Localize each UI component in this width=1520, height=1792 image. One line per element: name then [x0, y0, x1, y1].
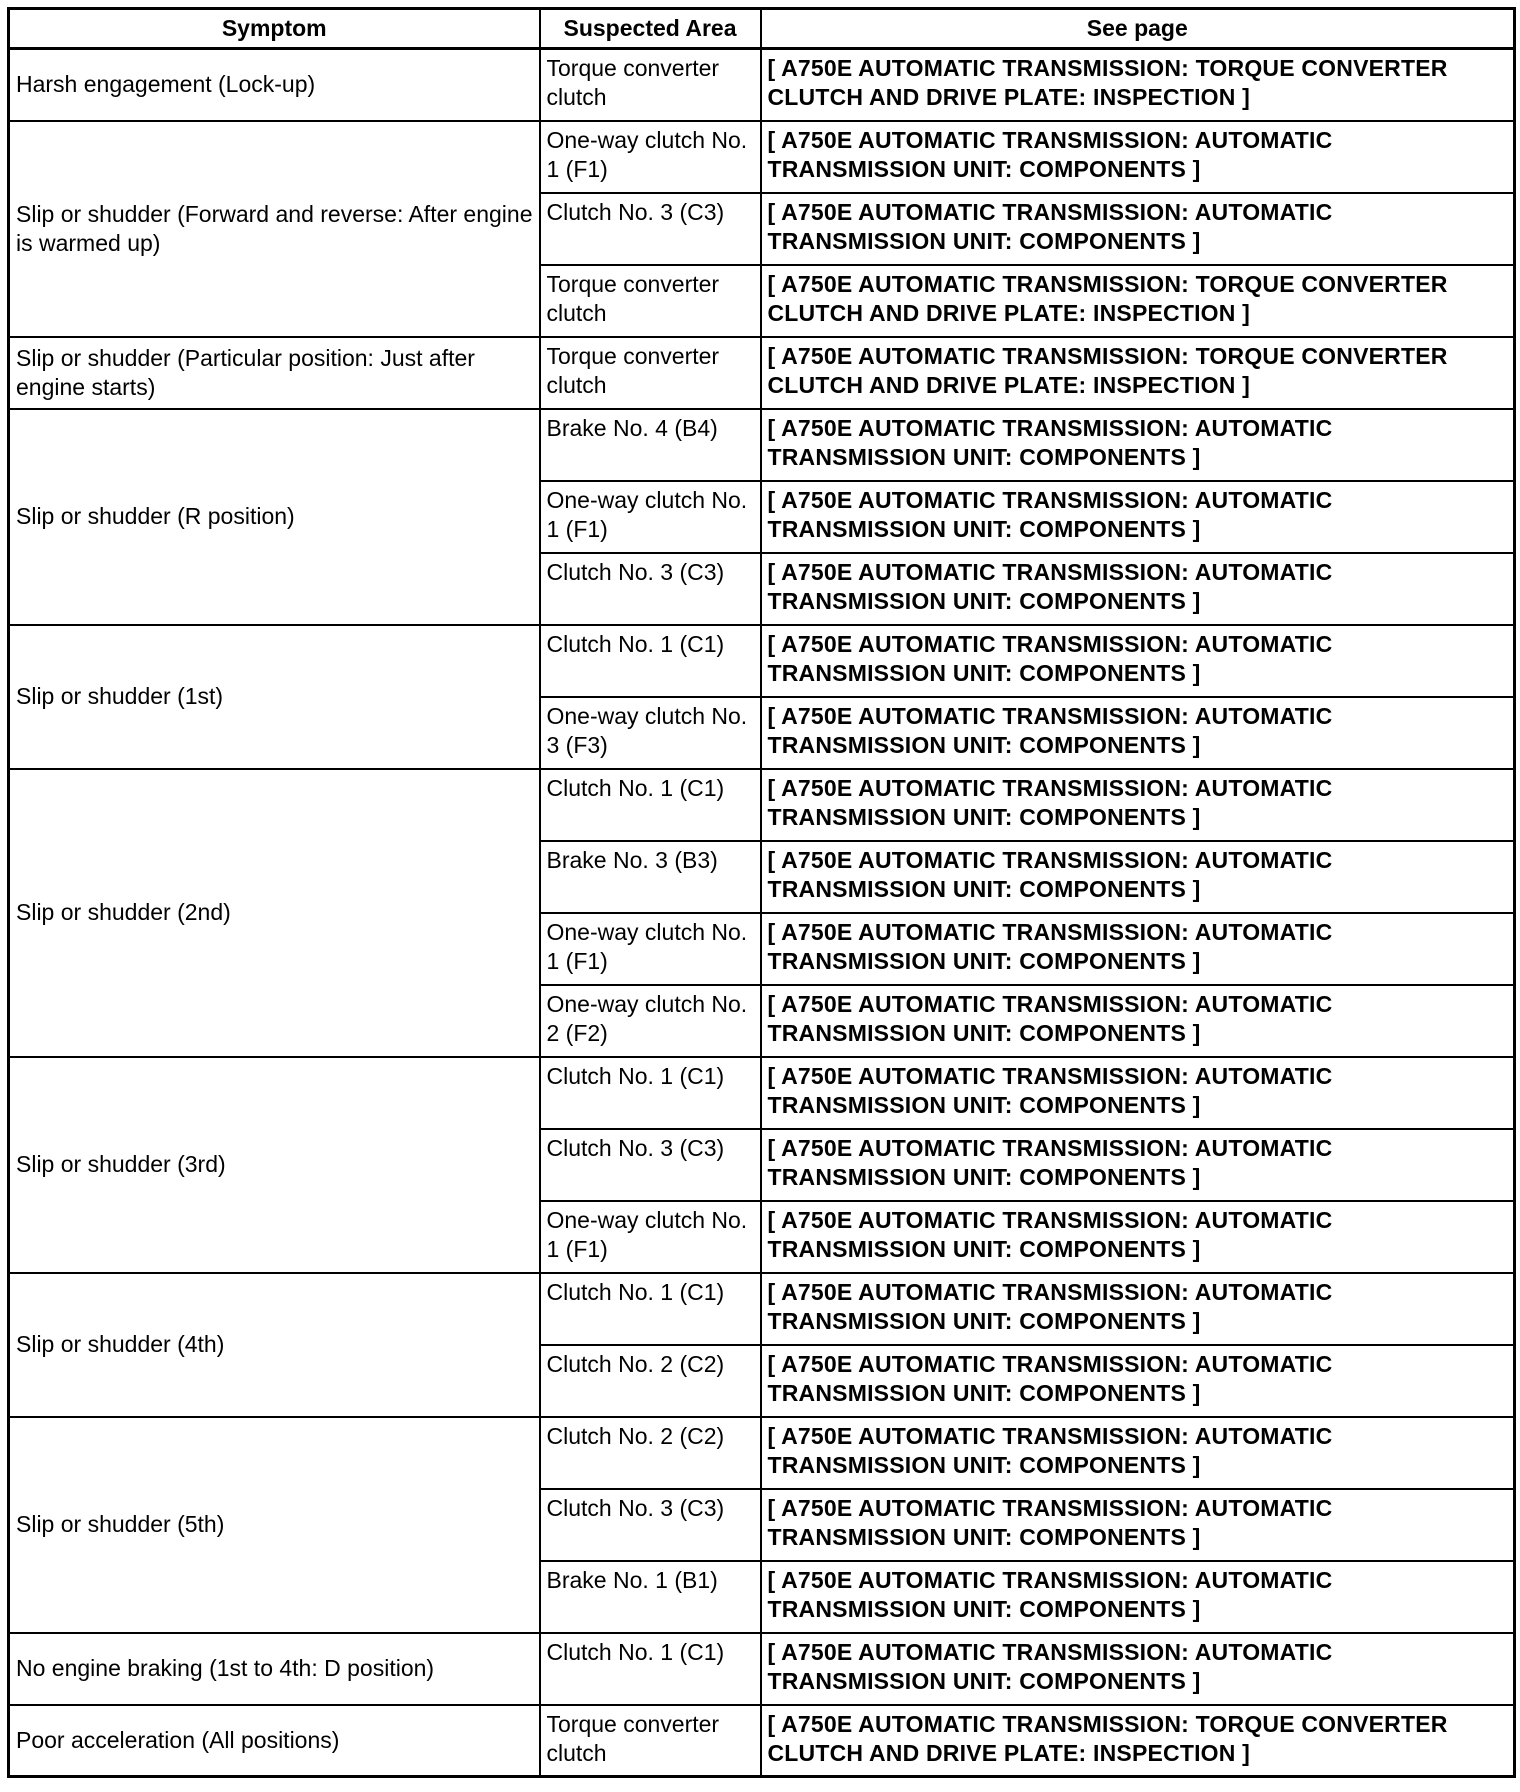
table-row [9, 1273, 1515, 1345]
symptom-cell: Poor acceleration (All positions) [9, 1705, 540, 1777]
suspected-area-cell: Clutch No. 1 (C1) [540, 1633, 761, 1705]
see-page-link[interactable]: [ A750E AUTOMATIC TRANSMISSION: AUTOMATIC TRANSMISSION UNIT: COMPONENTS ] [761, 841, 1515, 913]
suspected-area-cell: One-way clutch No. 3 (F3) [540, 697, 761, 769]
symptom-cell: Slip or shudder (Particular position: Just after engine starts) [9, 337, 540, 409]
suspected-area-cell: One-way clutch No. 2 (F2) [540, 985, 761, 1057]
table-row [9, 1705, 1515, 1777]
header-row [9, 9, 1515, 49]
table-body [9, 49, 1515, 1777]
suspected-area-cell: Torque converter clutch [540, 49, 761, 121]
see-page-link[interactable]: [ A750E AUTOMATIC TRANSMISSION: TORQUE CONVERTER CLUTCH AND DRIVE PLATE: INSPECTION ] [761, 337, 1515, 409]
suspected-area-cell: Brake No. 4 (B4) [540, 409, 761, 481]
suspected-area-cell: Clutch No. 2 (C2) [540, 1417, 761, 1489]
table-row [9, 49, 1515, 121]
table-row [9, 1417, 1515, 1489]
suspected-area-cell: Clutch No. 1 (C1) [540, 769, 761, 841]
see-page-link[interactable]: [ A750E AUTOMATIC TRANSMISSION: AUTOMATIC TRANSMISSION UNIT: COMPONENTS ] [761, 1273, 1515, 1345]
see-page-link[interactable]: [ A750E AUTOMATIC TRANSMISSION: AUTOMATIC TRANSMISSION UNIT: COMPONENTS ] [761, 913, 1515, 985]
suspected-area-cell: One-way clutch No. 1 (F1) [540, 913, 761, 985]
see-page-link[interactable]: [ A750E AUTOMATIC TRANSMISSION: AUTOMATIC TRANSMISSION UNIT: COMPONENTS ] [761, 697, 1515, 769]
see-page-link[interactable]: [ A750E AUTOMATIC TRANSMISSION: AUTOMATIC TRANSMISSION UNIT: COMPONENTS ] [761, 985, 1515, 1057]
suspected-area-cell: Torque converter clutch [540, 1705, 761, 1777]
symptom-cell: Slip or shudder (5th) [9, 1417, 540, 1633]
suspected-area-cell: Clutch No. 3 (C3) [540, 1129, 761, 1201]
see-page-link[interactable]: [ A750E AUTOMATIC TRANSMISSION: AUTOMATIC TRANSMISSION UNIT: COMPONENTS ] [761, 193, 1515, 265]
symptom-cell: Slip or shudder (4th) [9, 1273, 540, 1417]
suspected-area-cell: Brake No. 3 (B3) [540, 841, 761, 913]
see-page-link[interactable]: [ A750E AUTOMATIC TRANSMISSION: AUTOMATIC TRANSMISSION UNIT: COMPONENTS ] [761, 769, 1515, 841]
see-page-link[interactable]: [ A750E AUTOMATIC TRANSMISSION: AUTOMATIC TRANSMISSION UNIT: COMPONENTS ] [761, 553, 1515, 625]
table-row [9, 769, 1515, 841]
see-page-link[interactable]: [ A750E AUTOMATIC TRANSMISSION: TORQUE CONVERTER CLUTCH AND DRIVE PLATE: INSPECTION ] [761, 265, 1515, 337]
see-page-link[interactable]: [ A750E AUTOMATIC TRANSMISSION: AUTOMATIC TRANSMISSION UNIT: COMPONENTS ] [761, 1489, 1515, 1561]
symptom-cell: Slip or shudder (1st) [9, 625, 540, 769]
symptom-table [7, 7, 1516, 1778]
symptom-cell: Slip or shudder (Forward and reverse: After engine is warmed up) [9, 121, 540, 337]
suspected-area-cell: Clutch No. 3 (C3) [540, 193, 761, 265]
see-page-link[interactable]: [ A750E AUTOMATIC TRANSMISSION: TORQUE CONVERTER CLUTCH AND DRIVE PLATE: INSPECTION ] [761, 49, 1515, 121]
symptom-cell: Slip or shudder (3rd) [9, 1057, 540, 1273]
suspected-area-cell: Clutch No. 1 (C1) [540, 1057, 761, 1129]
see-page-link[interactable]: [ A750E AUTOMATIC TRANSMISSION: AUTOMATIC TRANSMISSION UNIT: COMPONENTS ] [761, 1201, 1515, 1273]
suspected-area-cell: Clutch No. 1 (C1) [540, 625, 761, 697]
symptom-cell: Harsh engagement (Lock-up) [9, 49, 540, 121]
header-see-page: See page [761, 9, 1515, 49]
symptom-cell: No engine braking (1st to 4th: D position) [9, 1633, 540, 1705]
suspected-area-cell: Torque converter clutch [540, 265, 761, 337]
header-suspected-area: Suspected Area [540, 9, 761, 49]
suspected-area-cell: Clutch No. 3 (C3) [540, 553, 761, 625]
see-page-link[interactable]: [ A750E AUTOMATIC TRANSMISSION: AUTOMATIC TRANSMISSION UNIT: COMPONENTS ] [761, 481, 1515, 553]
table-row [9, 337, 1515, 409]
suspected-area-cell: Clutch No. 3 (C3) [540, 1489, 761, 1561]
see-page-link[interactable]: [ A750E AUTOMATIC TRANSMISSION: AUTOMATIC TRANSMISSION UNIT: COMPONENTS ] [761, 121, 1515, 193]
see-page-link[interactable]: [ A750E AUTOMATIC TRANSMISSION: TORQUE CONVERTER CLUTCH AND DRIVE PLATE: INSPECTION ] [761, 1705, 1515, 1777]
see-page-link[interactable]: [ A750E AUTOMATIC TRANSMISSION: AUTOMATIC TRANSMISSION UNIT: COMPONENTS ] [761, 1057, 1515, 1129]
see-page-link[interactable]: [ A750E AUTOMATIC TRANSMISSION: AUTOMATIC TRANSMISSION UNIT: COMPONENTS ] [761, 1633, 1515, 1705]
suspected-area-cell: Brake No. 1 (B1) [540, 1561, 761, 1633]
see-page-link[interactable]: [ A750E AUTOMATIC TRANSMISSION: AUTOMATIC TRANSMISSION UNIT: COMPONENTS ] [761, 1417, 1515, 1489]
suspected-area-cell: One-way clutch No. 1 (F1) [540, 481, 761, 553]
see-page-link[interactable]: [ A750E AUTOMATIC TRANSMISSION: AUTOMATIC TRANSMISSION UNIT: COMPONENTS ] [761, 1345, 1515, 1417]
table-row [9, 1633, 1515, 1705]
suspected-area-cell: Torque converter clutch [540, 337, 761, 409]
suspected-area-cell: One-way clutch No. 1 (F1) [540, 1201, 761, 1273]
see-page-link[interactable]: [ A750E AUTOMATIC TRANSMISSION: AUTOMATIC TRANSMISSION UNIT: COMPONENTS ] [761, 409, 1515, 481]
suspected-area-cell: One-way clutch No. 1 (F1) [540, 121, 761, 193]
table-row [9, 1057, 1515, 1129]
table-row [9, 121, 1515, 193]
see-page-link[interactable]: [ A750E AUTOMATIC TRANSMISSION: AUTOMATIC TRANSMISSION UNIT: COMPONENTS ] [761, 1129, 1515, 1201]
suspected-area-cell: Clutch No. 2 (C2) [540, 1345, 761, 1417]
suspected-area-cell: Clutch No. 1 (C1) [540, 1273, 761, 1345]
header-symptom: Symptom [9, 9, 540, 49]
table-row [9, 409, 1515, 481]
see-page-link[interactable]: [ A750E AUTOMATIC TRANSMISSION: AUTOMATIC TRANSMISSION UNIT: COMPONENTS ] [761, 625, 1515, 697]
symptom-cell: Slip or shudder (2nd) [9, 769, 540, 1057]
see-page-link[interactable]: [ A750E AUTOMATIC TRANSMISSION: AUTOMATIC TRANSMISSION UNIT: COMPONENTS ] [761, 1561, 1515, 1633]
table-row [9, 625, 1515, 697]
symptom-cell: Slip or shudder (R position) [9, 409, 540, 625]
